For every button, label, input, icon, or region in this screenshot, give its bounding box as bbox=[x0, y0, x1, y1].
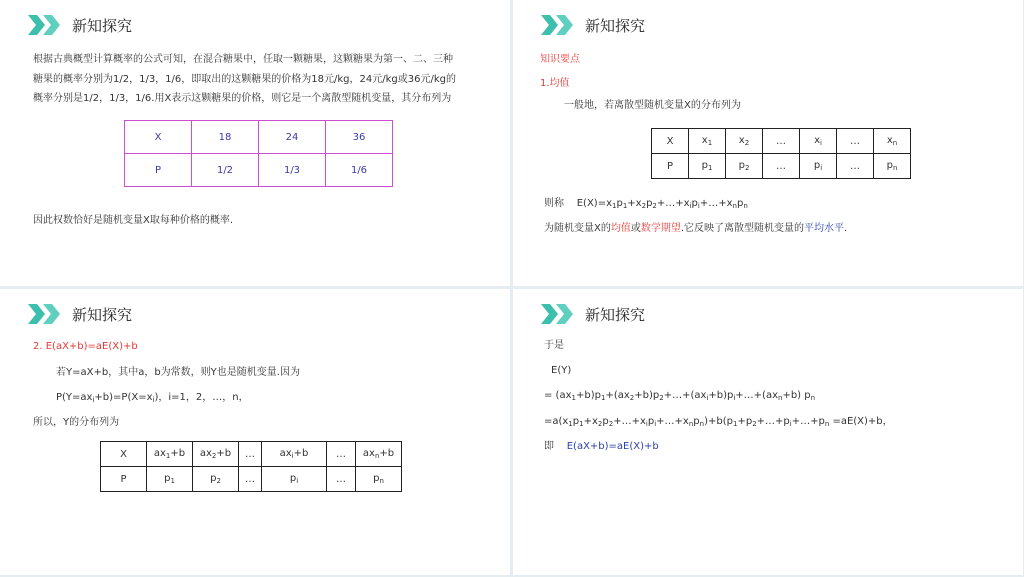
slide-header bbox=[28, 302, 132, 326]
paragraph-line: 糖果的概率分别为1/2，1/3，1/6，即取出的这颗糖果的价格为18元/kg，24元/kg或36元/kg的 bbox=[33, 74, 456, 85]
double-chevron-icon bbox=[28, 304, 64, 324]
derivation-line: $=a(x_1p_1+x_2p_2+\dots+x_ip_i+\dots+x_np_n)+b(p_1+p_2+\dots+p_i+\dots+p_n =aE(X)+b$， bbox=[544, 416, 893, 428]
double-chevron-icon bbox=[541, 304, 577, 324]
mean-term: 均值 bbox=[610, 223, 631, 234]
table-cell: $ax_1+b$ bbox=[147, 442, 193, 467]
table-cell: $p_n$ bbox=[874, 154, 911, 179]
table-cell: P bbox=[652, 154, 689, 179]
table-cell: P bbox=[101, 467, 147, 492]
table-cell: 1/3 bbox=[259, 154, 326, 187]
table-cell: 24 bbox=[259, 121, 326, 154]
slide-header bbox=[541, 302, 645, 326]
table-cell: 36 bbox=[326, 121, 393, 154]
subsection-label: 1.均值 bbox=[540, 78, 570, 89]
table-row bbox=[101, 467, 402, 492]
property-heading: 2. E(aX+b)=aE(X)+b bbox=[33, 341, 138, 352]
slide-title: 新知探究 bbox=[585, 16, 646, 35]
table-cell: $ax_i+b$ bbox=[262, 442, 327, 467]
table-cell: … bbox=[837, 154, 874, 179]
slide-title: 新知探究 bbox=[72, 16, 133, 35]
table-cell: $x_2$ bbox=[726, 129, 763, 154]
intro-text: 一般地，若离散型随机变量X的分布列为 bbox=[564, 100, 741, 111]
probability-equation: $P(Y=ax_i+b)=P(X=x_i)$，i=1，2，…，n， bbox=[56, 392, 249, 404]
average-level-term: 平均水平 bbox=[804, 223, 845, 234]
section-label: 知识要点 bbox=[540, 54, 580, 65]
table-cell: X bbox=[125, 121, 192, 154]
slide-title: 新知探究 bbox=[585, 305, 646, 324]
distribution-table bbox=[124, 120, 393, 187]
then-label: 则称 bbox=[544, 198, 564, 209]
expectation-term: 数学期望 bbox=[640, 223, 681, 234]
paragraph-line: E(Y) bbox=[551, 365, 572, 376]
result-line bbox=[544, 439, 659, 455]
formula-line bbox=[544, 196, 748, 214]
paragraph-line: 于是 bbox=[544, 340, 564, 351]
table-cell: $x_1$ bbox=[689, 129, 726, 154]
table-cell: $p_n$ bbox=[356, 467, 402, 492]
table-cell: … bbox=[327, 442, 356, 467]
text-span: 为随机变量X的 bbox=[544, 223, 611, 234]
table-row bbox=[125, 121, 393, 154]
slide-header bbox=[541, 13, 645, 37]
slide-header bbox=[28, 13, 132, 37]
text-span: .它反映了离散型随机变量的 bbox=[680, 223, 805, 234]
table-cell: $p_1$ bbox=[147, 467, 193, 492]
table-cell: $ax_n+b$ bbox=[356, 442, 402, 467]
therefore-label: 即 bbox=[544, 441, 554, 452]
table-cell: … bbox=[763, 129, 800, 154]
table-cell: … bbox=[239, 467, 262, 492]
table-cell: $p_2$ bbox=[193, 467, 239, 492]
double-chevron-icon bbox=[541, 15, 577, 35]
table-cell: … bbox=[327, 467, 356, 492]
table-cell: $p_i$ bbox=[800, 154, 837, 179]
derivation-line: = $(ax_1+b)p_1+(ax_2+b)p_2+\dots+(ax_i+b)p_i+\dots+(ax_n+b)$ $p_n$ bbox=[544, 390, 816, 402]
slide-3 bbox=[0, 289, 510, 575]
table-cell: P bbox=[125, 154, 192, 187]
definition-text bbox=[544, 221, 847, 237]
table-cell: 1/6 bbox=[326, 154, 393, 187]
table-cell: … bbox=[837, 129, 874, 154]
paragraph-line: 根据古典概型计算概率的公式可知，在混合糖果中，任取一颗糖果，这颗糖果为第一、二、三种 bbox=[33, 54, 453, 65]
text-span: 或 bbox=[630, 223, 641, 234]
table-row bbox=[652, 129, 911, 154]
slide-1 bbox=[0, 0, 510, 286]
table-cell: $p_1$ bbox=[689, 154, 726, 179]
table-row bbox=[652, 154, 911, 179]
table-row bbox=[125, 154, 393, 187]
distribution-table bbox=[100, 441, 402, 492]
text-span: . bbox=[844, 223, 848, 234]
slide-title: 新知探究 bbox=[72, 305, 133, 324]
table-row bbox=[101, 442, 402, 467]
table-cell: … bbox=[239, 442, 262, 467]
distribution-table bbox=[651, 128, 911, 179]
slide-4 bbox=[513, 289, 1023, 575]
slide-2 bbox=[513, 0, 1023, 286]
double-chevron-icon bbox=[28, 15, 64, 35]
table-cell: $ax_2+b$ bbox=[193, 442, 239, 467]
table-cell: X bbox=[652, 129, 689, 154]
table-cell: $p_2$ bbox=[726, 154, 763, 179]
table-cell: 18 bbox=[192, 121, 259, 154]
result-formula: E(aX+b)=aE(X)+b bbox=[566, 441, 659, 452]
paragraph-line: 所以，Y的分布列为 bbox=[33, 417, 120, 428]
conclusion-text: 因此权数恰好是随机变量X取每种价格的概率. bbox=[33, 215, 234, 226]
table-cell: $x_i$ bbox=[800, 129, 837, 154]
paragraph-line: 概率分别是1/2，1/3，1/6.用X表示这颗糖果的价格，则它是一个离散型随机变量，其分布列为 bbox=[33, 93, 452, 104]
table-cell: … bbox=[763, 154, 800, 179]
table-cell: 1/2 bbox=[192, 154, 259, 187]
table-cell: $p_i$ bbox=[262, 467, 327, 492]
table-cell: X bbox=[101, 442, 147, 467]
table-cell: $x_n$ bbox=[874, 129, 911, 154]
paragraph-line: 若Y=aX+b，其中a，b为常数，则Y也是随机变量.因为 bbox=[56, 367, 300, 378]
expectation-formula: $E(X)=x_1p_1+x_2p_2+\dots+x_ip_i+\dots+x_np_n$ bbox=[576, 198, 748, 210]
